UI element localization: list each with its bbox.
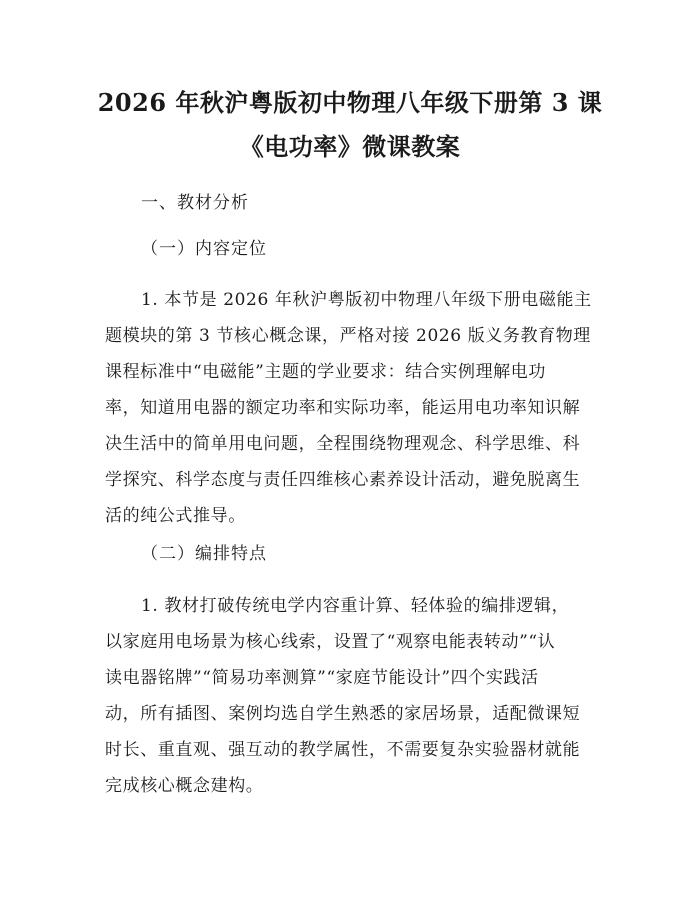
- subsection-heading-content-positioning: （一）内容定位: [141, 239, 267, 259]
- paragraph-line: 题模块的第 3 节核心概念课，严格对接 2026 版义务教育物理: [105, 326, 591, 346]
- section-heading-textbook-analysis: 一、教材分析: [141, 193, 249, 213]
- paragraph-line: 决生活中的简单用电问题，全程围绕物理观念、科学思维、科: [105, 434, 581, 454]
- paragraph-line: 学探究、科学态度与责任四维核心素养设计活动，避免脱离生: [105, 470, 581, 490]
- paragraph-line: 以家庭用电场景为核心线索，设置了“观察电能表转动”“认: [105, 632, 556, 652]
- paragraph-line: 活的纯公式推导。: [105, 506, 246, 526]
- paragraph-line: 动，所有插图、案例均选自学生熟悉的家居场景，适配微课短: [105, 704, 581, 724]
- subsection-heading-layout-features: （二）编排特点: [141, 544, 267, 564]
- paragraph-line: 读电器铭牌”“简易功率测算”“家庭节能设计”四个实践活: [105, 668, 539, 688]
- paragraph-line: 率，知道用电器的额定功率和实际功率，能运用电功率知识解: [105, 398, 581, 418]
- document-title-line-2: 《电功率》微课教案: [239, 132, 461, 161]
- paragraph-line: 时长、重直观、强互动的教学属性，不需要复杂实验器材就能: [105, 740, 581, 760]
- paragraph-line: 课程标准中“电磁能”主题的学业要求：结合实例理解电功: [105, 362, 546, 382]
- paragraph-line: 完成核心概念建构。: [105, 776, 264, 796]
- paragraph-layout-features: [105, 588, 605, 804]
- paragraph-line: 1. 教材打破传统电学内容重计算、轻体验的编排逻辑，: [141, 596, 570, 616]
- document-title-line-1: 2026 年秋沪粤版初中物理八年级下册第 3 课: [97, 88, 603, 117]
- paragraph-content-positioning: [105, 282, 605, 534]
- paragraph-line: 1. 本节是 2026 年秋沪粤版初中物理八年级下册电磁能主: [141, 290, 592, 310]
